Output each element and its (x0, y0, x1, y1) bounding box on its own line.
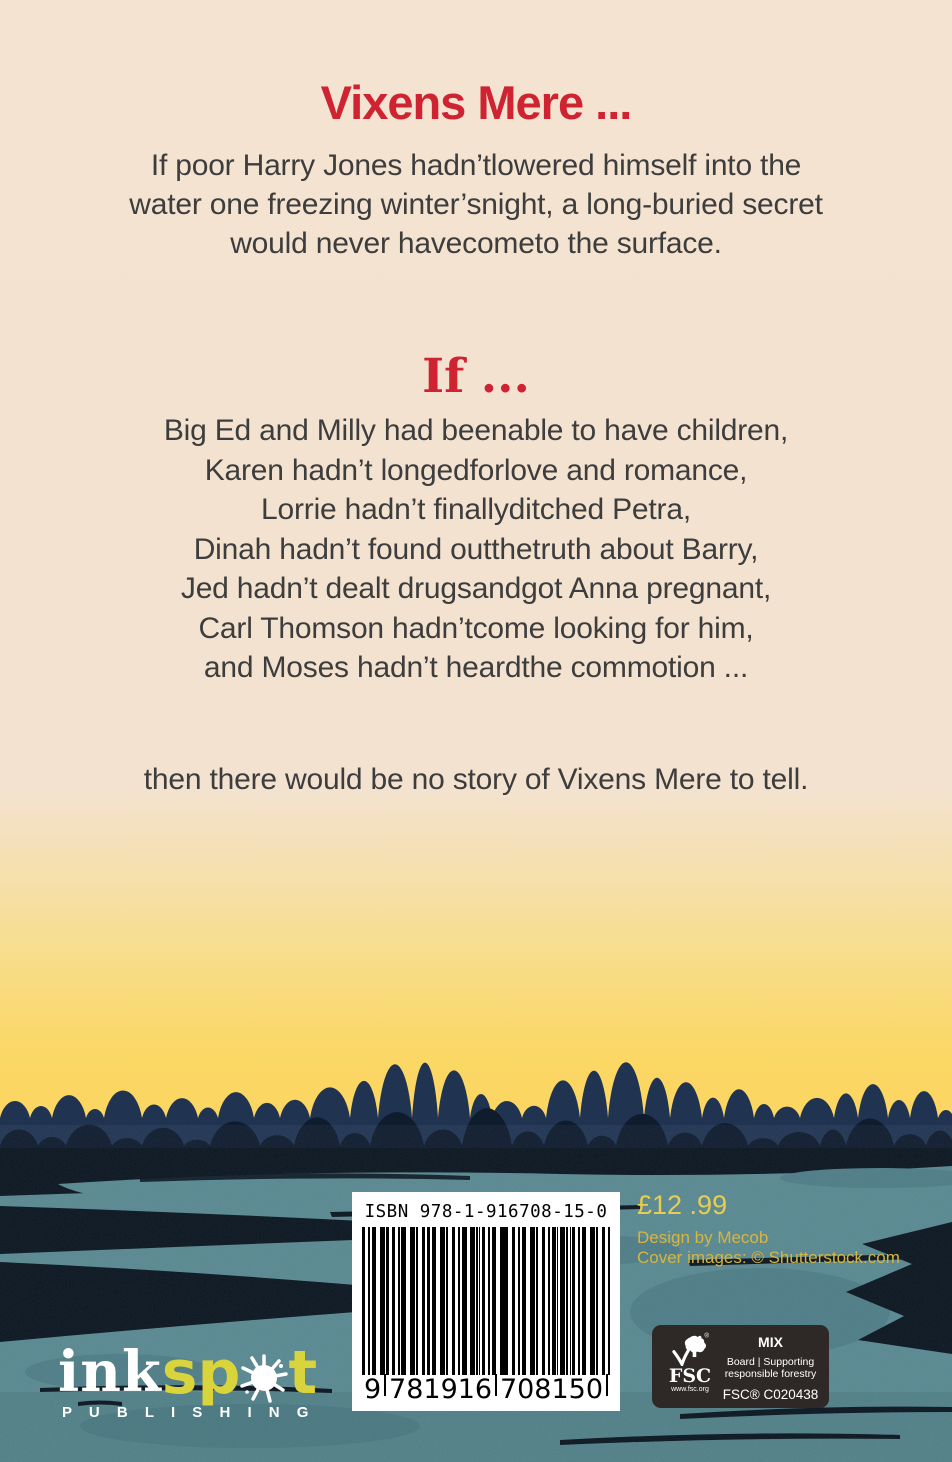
barcode-digit-group: 781916 (389, 1374, 493, 1405)
design-credit: Design by Mecob (637, 1228, 769, 1247)
cover-images-credit: Cover images: © Shutterstock.com (637, 1248, 900, 1267)
barcode-panel (352, 1192, 620, 1411)
barcode-bars (362, 1227, 610, 1375)
book-title: Vixens Mere ... (320, 76, 632, 130)
fsc-label (652, 1325, 829, 1408)
condition-line: Dinah hadn’t found outthetruth about Barry, (193, 532, 759, 566)
condition-line: Karen hadn’t longedforlove and romance, (204, 453, 748, 487)
if-heading: If ... (422, 349, 530, 404)
condition-line: and Moses hadn’t heardthe commotion ... (203, 651, 749, 684)
logo-ink-text: ink (58, 1339, 162, 1405)
logo-t-text: t (288, 1338, 318, 1408)
price: £12 .99 (637, 1190, 728, 1220)
condition-line: Carl Thomson hadn’tcome looking for him, (198, 611, 754, 645)
conditions-list (0, 411, 952, 688)
condition-line: Big Ed and Milly had beenable to have children, (163, 414, 789, 447)
barcode-guard-bar (606, 1374, 608, 1396)
fsc-tree-icon (670, 1332, 710, 1366)
barcode-digit-group: 9 (364, 1374, 382, 1405)
barcode-digits (362, 1375, 610, 1405)
condition-line: Lorrie hadn’t finallyditched Petra, (261, 493, 691, 526)
intro-paragraph (0, 146, 952, 263)
fsc-brand: FSC (668, 1365, 712, 1387)
logo-sp-text: sp (161, 1338, 241, 1408)
publisher-logo (58, 1336, 358, 1422)
intro-line: water one freezing winter’snight, a long-buried secret (129, 188, 823, 221)
fsc-cert-number: FSC® C020438 (722, 1387, 819, 1402)
intro-line: If poor Harry Jones hadn’tlowered himself into the (150, 149, 802, 182)
publishing-label: P U B L I S H I N G (62, 1404, 315, 1421)
fsc-mix-label: MIX (758, 1334, 783, 1350)
fsc-description-line: Board | Supporting (726, 1355, 815, 1368)
barcode-guard-bar (384, 1374, 386, 1396)
barcode-guard-bar (495, 1374, 497, 1396)
fsc-description-line: responsible forestry (724, 1367, 817, 1380)
intro-line: would never havecometo the surface. (230, 227, 722, 260)
condition-line: Jed hadn’t dealt drugsandgot Anna pregnant, (180, 572, 772, 605)
ink-splat-icon (238, 1352, 290, 1404)
fsc-registered-mark: ® (704, 1332, 709, 1340)
fsc-url: www.fsc.org (671, 1386, 709, 1393)
closing-line: then there would be no story of Vixens Mere to tell. (143, 763, 809, 796)
barcode-digit-group: 708150 (499, 1374, 604, 1405)
isbn-label: ISBN 978-1-916708-15-0 (364, 1202, 608, 1222)
